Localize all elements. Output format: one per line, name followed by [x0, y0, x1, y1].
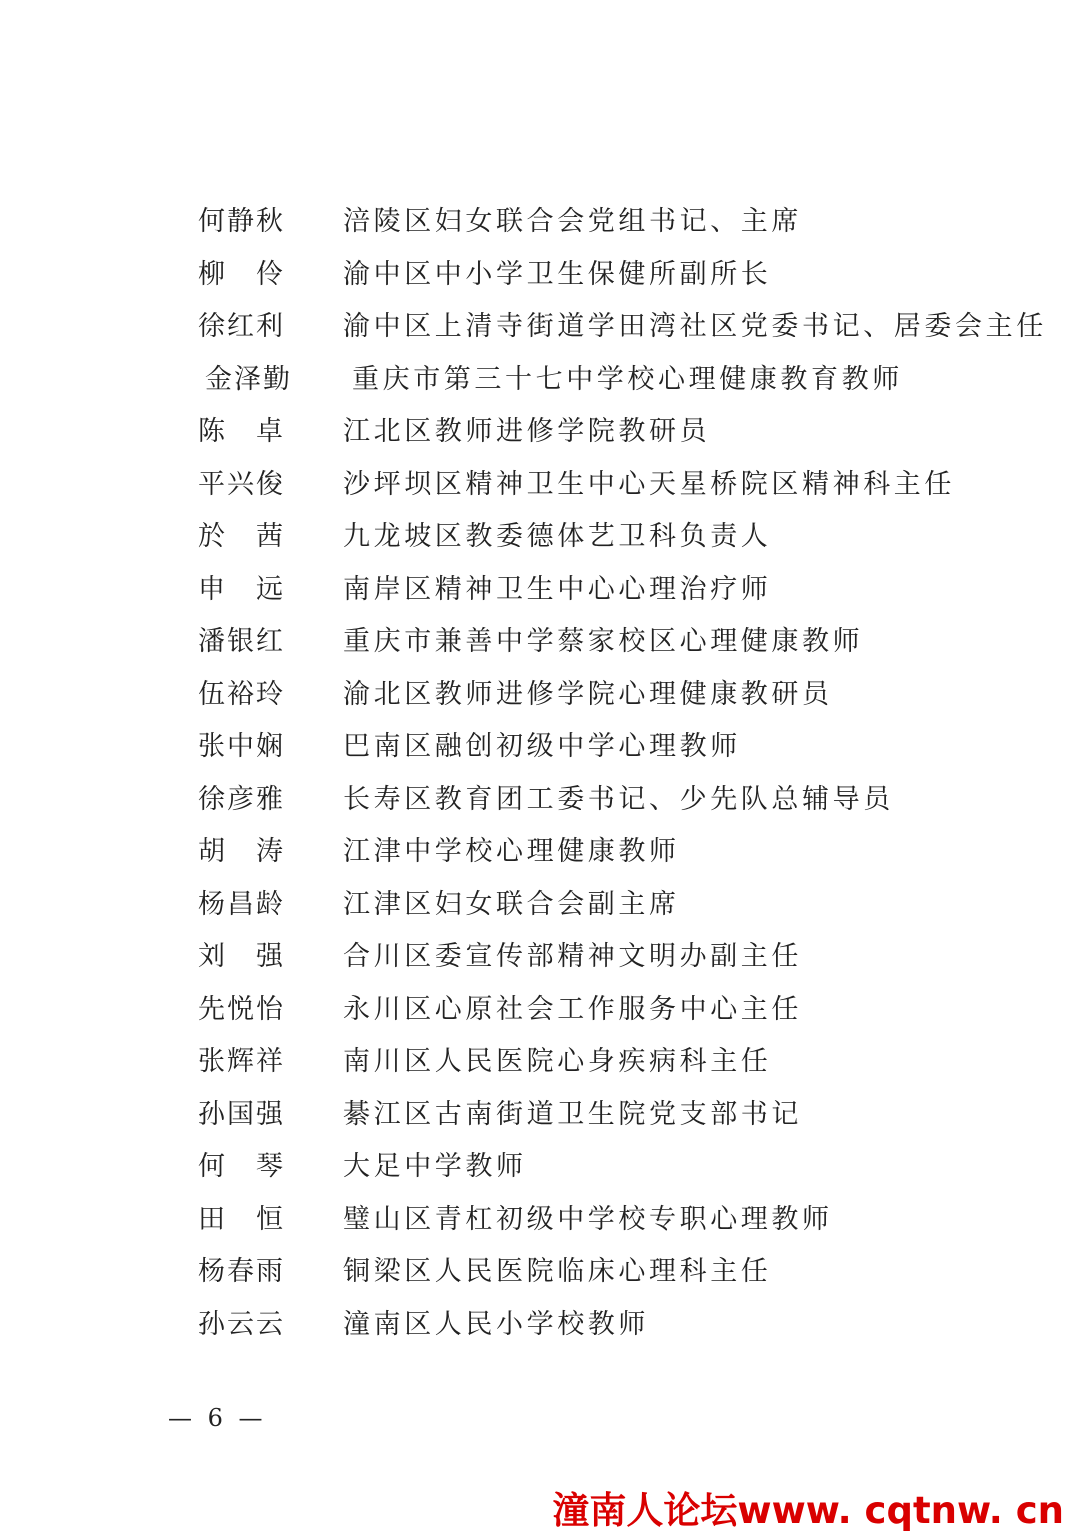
- person-name: 徐红利: [198, 311, 285, 342]
- person-role: 永川区心原社会工作服务中心主任: [343, 993, 802, 1025]
- person-name: 伍裕玲: [198, 678, 285, 710]
- person-name: 徐彦雅: [198, 783, 285, 815]
- person-role: 南川区人民医院心身疾病科主任: [343, 1046, 772, 1077]
- person-name: 於 茜: [198, 521, 285, 552]
- person-role: 璧山区青杠初级中学校专职心理教师: [343, 1203, 833, 1235]
- list-item: [0, 354, 1080, 407]
- list-item: [0, 879, 1080, 932]
- person-name: 平兴俊: [198, 468, 285, 500]
- list-item: [0, 406, 1080, 459]
- person-name: 申 远: [198, 573, 285, 605]
- person-role: 重庆市兼善中学蔡家校区心理健康教师: [343, 626, 864, 657]
- person-name: 张辉祥: [198, 1046, 285, 1077]
- list-item: [0, 984, 1080, 1037]
- person-name: 柳 伶: [198, 258, 285, 290]
- person-role: 铜梁区人民医院临床心理科主任: [343, 1256, 772, 1287]
- list-item: [0, 249, 1080, 302]
- person-name: 金泽勤: [205, 363, 292, 395]
- person-role: 巴南区融创初级中学心理教师: [343, 731, 741, 762]
- list-item: [0, 774, 1080, 827]
- list-item: [0, 1246, 1080, 1299]
- watermark-text: 潼南人论坛www. cqtnw. cn: [552, 1489, 1064, 1532]
- person-name: 胡 涛: [198, 836, 285, 867]
- list-item: [0, 616, 1080, 669]
- person-role: 南岸区精神卫生中心心理治疗师: [343, 573, 772, 605]
- person-role: 九龙坡区教委德体艺卫科负责人: [343, 521, 772, 552]
- person-name: 孙云云: [198, 1308, 285, 1340]
- person-role: 涪陵区妇女联合会党组书记、主席: [343, 206, 802, 237]
- list-item: [0, 1299, 1080, 1352]
- list-item: [0, 511, 1080, 564]
- person-role: 长寿区教育团工委书记、少先队总辅导员: [343, 783, 894, 815]
- list-item: [0, 196, 1080, 249]
- list-item: [0, 721, 1080, 774]
- person-name: 田 恒: [198, 1203, 285, 1235]
- list-item: [0, 1089, 1080, 1142]
- person-role: 重庆市第三十七中学校心理健康教育教师: [352, 363, 903, 395]
- person-role: 沙坪坝区精神卫生中心天星桥院区精神科主任: [343, 468, 955, 500]
- person-role: 綦江区古南街道卫生院党支部书记: [343, 1098, 802, 1130]
- person-role: 渝中区上清寺街道学田湾社区党委书记、居委会主任: [343, 311, 1047, 342]
- person-name: 潘银红: [198, 626, 285, 657]
- list-item: [0, 459, 1080, 512]
- person-name: 何静秋: [198, 206, 285, 237]
- list-item: [0, 564, 1080, 617]
- person-role: 江北区教师进修学院教研员: [343, 416, 711, 447]
- list-item: [0, 931, 1080, 984]
- person-name: 杨昌龄: [198, 888, 285, 920]
- list-item: [0, 1194, 1080, 1247]
- person-role: 大足中学教师: [343, 1151, 527, 1182]
- personnel-list: [0, 196, 1080, 1351]
- person-name: 何 琴: [198, 1151, 285, 1182]
- person-name: 先悦怡: [198, 993, 285, 1025]
- person-name: 刘 强: [198, 941, 285, 972]
- person-role: 渝北区教师进修学院心理健康教研员: [343, 678, 833, 710]
- person-role: 合川区委宣传部精神文明办副主任: [343, 941, 802, 972]
- list-item: [0, 301, 1080, 354]
- list-item: [0, 826, 1080, 879]
- list-item: [0, 1141, 1080, 1194]
- person-name: 孙国强: [198, 1098, 285, 1130]
- page-number: — 6 —: [168, 1404, 267, 1432]
- person-role: 渝中区中小学卫生保健所副所长: [343, 258, 772, 290]
- person-name: 杨春雨: [198, 1256, 285, 1287]
- person-role: 江津区妇女联合会副主席: [343, 888, 680, 920]
- person-role: 江津中学校心理健康教师: [343, 836, 680, 867]
- person-name: 张中娴: [198, 731, 285, 762]
- list-item: [0, 669, 1080, 722]
- person-name: 陈 卓: [198, 416, 285, 447]
- person-role: 潼南区人民小学校教师: [343, 1308, 649, 1340]
- list-item: [0, 1036, 1080, 1089]
